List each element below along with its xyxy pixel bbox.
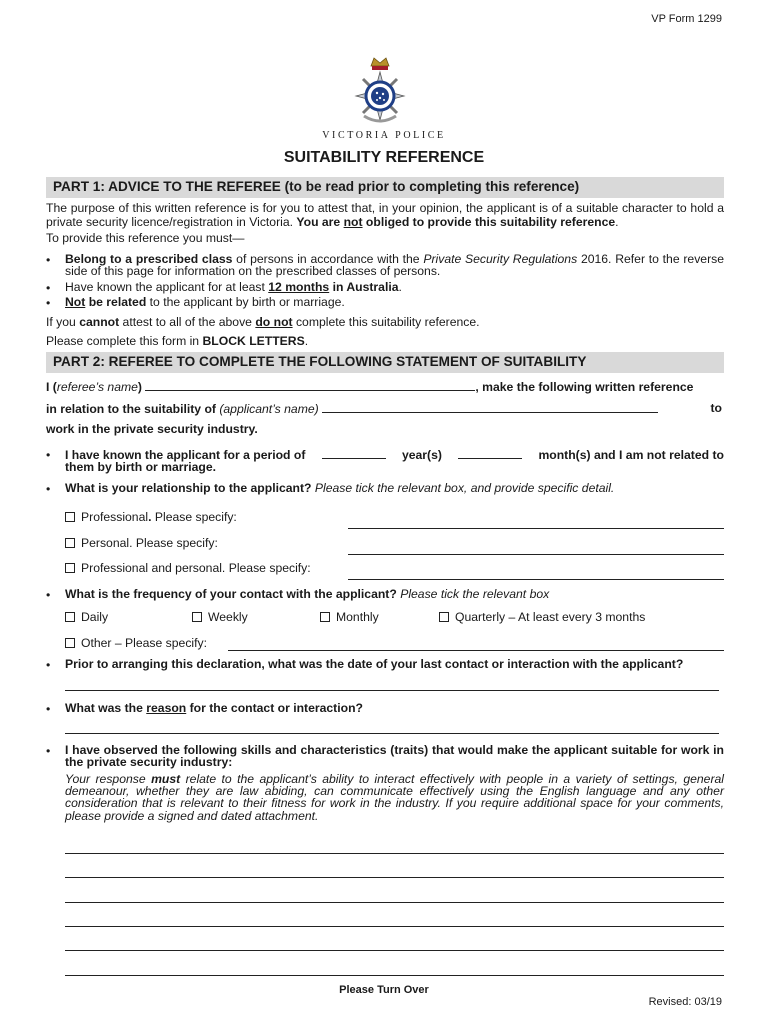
requirement-known-12-months: Have known the applicant for at least 12 months in Australia.: [65, 280, 402, 294]
daily-checkbox[interactable]: [65, 612, 75, 622]
years-known-field[interactable]: [322, 448, 386, 459]
personal-specify-field[interactable]: [348, 554, 724, 555]
relationship-option-professional: Professional. Please specify:: [65, 510, 237, 524]
relationship-option-both: Professional and personal. Please specify:: [65, 561, 311, 575]
other-frequency-specify-field[interactable]: [228, 650, 724, 651]
statement-line-referee: I (referee’s name) , make the following written reference: [46, 380, 694, 394]
block-letters-note: Please complete this form in BLOCK LETTERS.: [46, 334, 309, 348]
bullet-icon: •: [46, 702, 51, 716]
known-period-continuation: them by birth or marriage.: [65, 460, 217, 475]
bullet-icon: •: [46, 744, 51, 758]
professional-specify-field[interactable]: [348, 528, 724, 529]
traits-response-line[interactable]: [65, 877, 724, 878]
organisation-name: VICTORIA POLICE: [322, 130, 446, 141]
traits-response-line[interactable]: [65, 975, 724, 976]
frequency-option-weekly: Weekly: [192, 610, 248, 624]
professional-personal-specify-field[interactable]: [348, 579, 724, 580]
last-contact-date-question: Prior to arranging this declaration, what was the date of your last contact or interaction with the applicant?: [65, 657, 684, 671]
victoria-police-crest-icon: [354, 56, 406, 128]
monthly-checkbox[interactable]: [320, 612, 330, 622]
bullet-icon: •: [46, 296, 51, 310]
statement-line-applicant: in relation to the suitability of (applicant’s name) to: [46, 401, 722, 416]
document-title: SUITABILITY REFERENCE: [283, 149, 485, 166]
frequency-option-quarterly: Quarterly – At least every 3 months: [439, 610, 645, 624]
traits-response-line[interactable]: [65, 853, 724, 854]
requirements-intro: To provide this reference you must—: [46, 231, 245, 245]
relationship-question: What is your relationship to the applicant? Please tick the relevant box, and provide specific detail.: [65, 481, 615, 495]
frequency-option-other: Other – Please specify:: [65, 636, 207, 650]
contact-reason-field[interactable]: [65, 733, 719, 734]
traits-response-line[interactable]: [65, 950, 724, 951]
bullet-icon: •: [46, 281, 51, 295]
traits-question: I have observed the following skills and characteristics (traits) that would make the applicant suitable for work in the private security industry:: [65, 743, 724, 770]
bullet-icon: •: [46, 482, 51, 496]
months-known-field[interactable]: [458, 448, 522, 459]
bullet-icon: •: [46, 588, 51, 602]
applicant-name-field[interactable]: [322, 402, 658, 413]
turn-over-note: Please Turn Over: [339, 984, 429, 996]
frequency-question: What is the frequency of your contact with the applicant? Please tick the relevant box: [65, 587, 550, 601]
bullet-icon: •: [46, 448, 51, 462]
other-checkbox[interactable]: [65, 638, 75, 648]
known-period-item: I have known the applicant for a period of year(s) month(s) and I am not related to them by birth or marriage.: [65, 448, 724, 475]
form-number: VP Form 1299: [651, 13, 722, 25]
traits-instructions: Your response must relate to the applicant’s ability to interact effectively with people in a variety of settings, general demeanour, whether they are law abiding, can communicate effectively using the English language and any other consideration that is relevant to their fitness for work in the industry. If you require additional space for your comments, please provide a signed and dated attachment.: [65, 772, 724, 823]
bullet-icon: •: [46, 658, 51, 672]
traits-response-line[interactable]: [65, 926, 724, 927]
revision-date: Revised: 03/19: [648, 996, 722, 1008]
part1-heading: PART 1: ADVICE TO THE REFEREE (to be read prior to completing this reference): [46, 177, 724, 198]
bullet-icon: •: [46, 253, 51, 267]
purpose-paragraph: The purpose of this written reference is for you to attest that, in your opinion, the applicant is of a suitable character to hold a private security licence/registration in Victoria. You are not obliged to provide this suitability reference.: [46, 201, 724, 229]
professional-checkbox[interactable]: [65, 512, 75, 522]
last-contact-date-field[interactable]: [65, 690, 719, 691]
professional-personal-checkbox[interactable]: [65, 563, 75, 573]
contact-reason-question: What was the reason for the contact or interaction?: [65, 701, 363, 715]
frequency-option-monthly: Monthly: [320, 610, 379, 624]
frequency-option-daily: Daily: [65, 610, 108, 624]
requirement-prescribed-class: Belong to a prescribed class of persons in accordance with the Private Security Regulations 2016. Refer to the reverse side of this page for information on the prescribed classes of persons.: [65, 252, 725, 279]
traits-response-line[interactable]: [65, 902, 724, 903]
quarterly-checkbox[interactable]: [439, 612, 449, 622]
cannot-attest-note: If you cannot attest to all of the above do not complete this suitability reference.: [46, 315, 480, 329]
part2-heading: PART 2: REFEREE TO COMPLETE THE FOLLOWING STATEMENT OF SUITABILITY: [46, 352, 724, 373]
requirement-not-related: Not be related to the applicant by birth or marriage.: [65, 295, 345, 309]
statement-line-industry: work in the private security industry.: [46, 422, 258, 436]
weekly-checkbox[interactable]: [192, 612, 202, 622]
personal-checkbox[interactable]: [65, 538, 75, 548]
referee-name-field[interactable]: [145, 380, 475, 391]
relationship-option-personal: Personal. Please specify:: [65, 536, 218, 550]
